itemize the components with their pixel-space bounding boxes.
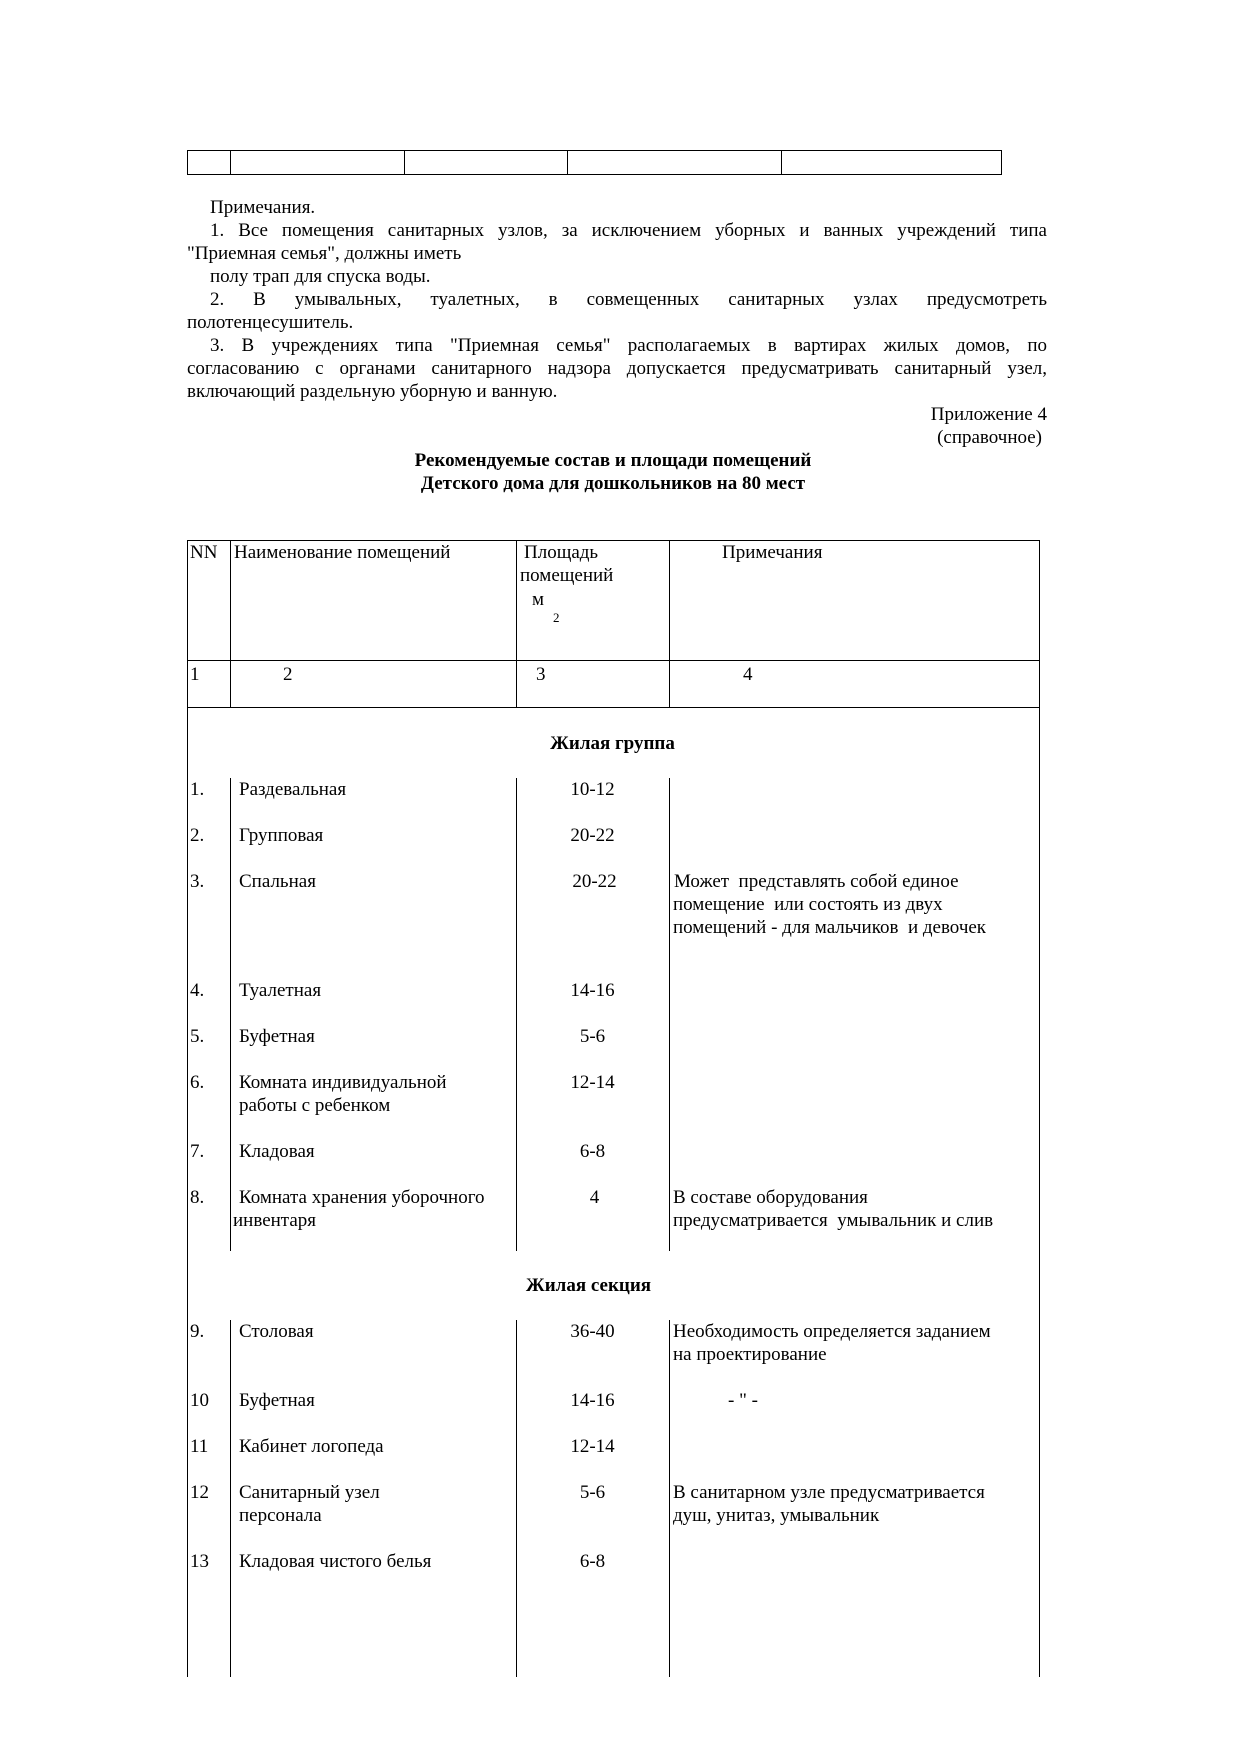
header-area-line-1: Площадь xyxy=(524,542,599,563)
row-area: 14-16 xyxy=(570,1390,615,1411)
col-number-3: 3 xyxy=(536,664,546,685)
row-area: 14-16 xyxy=(570,980,615,1001)
row-note-line-1: Необходимость определяется заданием xyxy=(673,1321,991,1342)
row-name: Столовая xyxy=(239,1321,314,1342)
row-area: 5-6 xyxy=(579,1026,606,1047)
row-area: 12-14 xyxy=(570,1436,615,1457)
row-name: Кабинет логопеда xyxy=(239,1436,384,1457)
col-number-2: 2 xyxy=(283,664,293,685)
row-name-line-2: персонала xyxy=(239,1505,322,1526)
row-number: 7. xyxy=(190,1141,205,1162)
note-2-line-1: 2. В умывальных, туалетных, в совмещенных санитарных узлах предусмотреть xyxy=(210,289,1047,310)
row-name: Кладовая чистого белья xyxy=(239,1551,432,1572)
row-note: - " - xyxy=(728,1390,758,1411)
row-area: 12-14 xyxy=(570,1072,615,1093)
row-number: 11 xyxy=(190,1436,209,1457)
row-number: 4. xyxy=(190,980,205,1001)
note-3-line-3: включающий раздельную уборную и ванную. xyxy=(187,381,558,402)
table-heading-line-1: Рекомендуемые состав и площади помещений xyxy=(414,450,812,471)
row-number: 8. xyxy=(190,1187,205,1208)
row-number: 13 xyxy=(190,1551,209,1572)
note-1-line-2: "Приемная семья", должны иметь xyxy=(187,243,462,264)
appendix-label: Приложение 4 xyxy=(930,404,1047,425)
row-number: 6. xyxy=(190,1072,205,1093)
row-area: 10-12 xyxy=(570,779,615,800)
table-heading-line-2: Детского дома для дошкольников на 80 мест xyxy=(420,473,806,494)
row-name: Туалетная xyxy=(239,980,322,1001)
row-note-line-2: помещение или состоять из двух xyxy=(673,894,943,915)
section-title-living-section: Жилая секция xyxy=(525,1275,652,1296)
row-number: 9. xyxy=(190,1321,205,1342)
row-area: 4 xyxy=(589,1187,600,1208)
note-2-line-2: полотенцесушитель. xyxy=(187,312,354,333)
row-note-line-3: помещений - для мальчиков и девочек xyxy=(673,917,987,938)
notes-title: Примечания. xyxy=(210,197,316,218)
header-notes: Примечания xyxy=(722,542,823,563)
row-name-line-1: Комната индивидуальной xyxy=(239,1072,447,1093)
row-note-line-1: Может представлять собой единое xyxy=(674,871,959,892)
row-name-line-1: Комната хранения уборочного xyxy=(239,1187,485,1208)
note-1-line-1: 1. Все помещения санитарных узлов, за исключением уборных и ванных учреждений типа xyxy=(210,220,1047,241)
row-name-line-2: инвентаря xyxy=(233,1210,317,1231)
row-number: 5. xyxy=(190,1026,205,1047)
row-name: Раздевальная xyxy=(239,779,347,800)
header-nn: NN xyxy=(190,542,218,563)
row-number: 3. xyxy=(190,871,205,892)
row-note-line-2: предусматривается умывальник и слив xyxy=(673,1210,994,1231)
row-note-line-2: душ, унитаз, умывальник xyxy=(673,1505,880,1526)
row-name: Спальная xyxy=(239,871,316,892)
row-name-line-1: Санитарный узел xyxy=(239,1482,380,1503)
row-note-line-1: В санитарном узле предусматривается xyxy=(673,1482,985,1503)
section-title-living-group: Жилая группа xyxy=(550,733,675,754)
row-name: Буфетная xyxy=(239,1390,315,1411)
header-area-line-2: помещений xyxy=(520,565,614,586)
row-area: 36-40 xyxy=(570,1321,615,1342)
row-name: Кладовая xyxy=(239,1141,315,1162)
row-note-line-1: В составе оборудования xyxy=(673,1187,868,1208)
header-name: Наименование помещений xyxy=(234,542,451,563)
col-number-4: 4 xyxy=(743,664,753,685)
row-number: 12 xyxy=(190,1482,209,1503)
row-area: 20-22 xyxy=(570,825,615,846)
row-name: Групповая xyxy=(239,825,324,846)
note-3-line-1: 3. В учреждениях типа "Приемная семья" располагаемых в вартирах жилых домов, по xyxy=(210,335,1047,356)
row-note-line-2: на проектирование xyxy=(673,1344,827,1365)
row-number: 10 xyxy=(190,1390,209,1411)
row-area: 6-8 xyxy=(579,1551,606,1572)
row-name: Буфетная xyxy=(239,1026,315,1047)
note-1-line-3: полу трап для спуска воды. xyxy=(210,266,431,287)
note-3-line-2: согласованию с органами санитарного надзора допускается предусматривать санитарный узел, xyxy=(187,358,1047,379)
header-area-unit-sup: 2 xyxy=(553,610,560,625)
col-number-1: 1 xyxy=(190,664,200,685)
row-number: 2. xyxy=(190,825,205,846)
row-name-line-2: работы с ребенком xyxy=(239,1095,391,1116)
row-area: 20-22 xyxy=(572,871,617,892)
row-area: 6-8 xyxy=(579,1141,606,1162)
row-area: 5-6 xyxy=(579,1482,606,1503)
header-area-unit: м xyxy=(532,589,545,610)
appendix-note: (справочное) xyxy=(937,427,1042,448)
row-number: 1. xyxy=(190,779,205,800)
